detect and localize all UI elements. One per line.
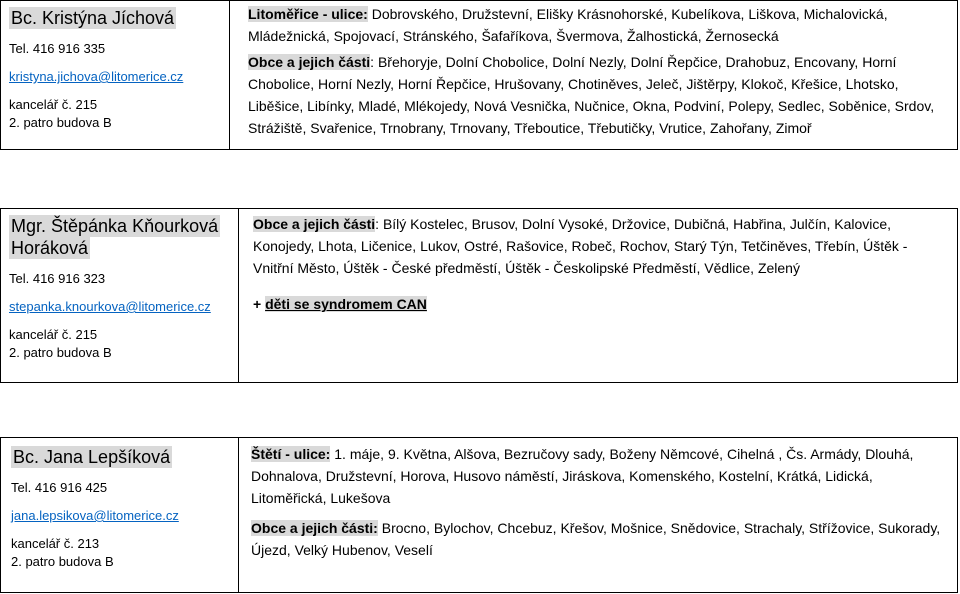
coverage-area-2 — [239, 209, 957, 382]
areas-label: Obce a jejich části — [253, 216, 376, 232]
contact-card-3 — [1, 438, 239, 592]
contact-phone: Tel. 416 916 323 — [9, 271, 106, 286]
contact-phone: Tel. 416 916 425 — [11, 480, 108, 495]
streets-paragraph — [248, 3, 941, 47]
streets-paragraph — [251, 443, 941, 509]
contact-card-1 — [1, 1, 230, 149]
contact-floor: 2. patro budova B — [9, 345, 112, 360]
streets-label: Litoměřice - ulice: — [248, 6, 368, 22]
coverage-area-3 — [239, 438, 957, 592]
contact-office: kancelář č. 215 — [9, 327, 98, 342]
contact-name-line2: Horáková — [11, 238, 89, 258]
contact-office: kancelář č. 213 — [11, 536, 100, 551]
contact-block-1 — [0, 0, 958, 150]
coverage-area-1 — [230, 1, 957, 149]
contact-name: Bc. Jana Lepšíková — [13, 447, 171, 467]
areas-list: : Bílý Kostelec, Brusov, Dolní Vysoké, Držovice, Dubičná, Habřina, Julčín, Kalovice, Konojedy, Lhota, Ličenice, Lukov, Ostré, Rašovice, Robeč, Rochov, Starý Týn, Tetčiněves, Třebín, Úštěk - Vnitřní Město, Úštěk - České předměstí, Úštěk - Českolipské Předměstí, Vědlice, Zelený — [253, 216, 908, 276]
contact-phone: Tel. 416 916 335 — [9, 41, 106, 56]
contact-name: Bc. Kristýna Jíchová — [11, 8, 175, 28]
extra-note — [253, 293, 941, 315]
areas-label: Obce a jejich části — [248, 54, 371, 70]
extra-prefix: + — [253, 296, 266, 312]
contact-name-line1: Mgr. Štěpánka Kňourková — [11, 216, 219, 236]
contact-block-2 — [0, 208, 958, 383]
areas-paragraph — [248, 51, 941, 139]
areas-label: Obce a jejich části: — [251, 520, 378, 536]
contact-office: kancelář č. 215 — [9, 97, 98, 112]
streets-label: Štětí - ulice: — [251, 446, 331, 462]
contact-card-2 — [1, 209, 239, 382]
contact-floor: 2. patro budova B — [11, 554, 114, 569]
contact-block-3 — [0, 437, 958, 593]
contact-email-link[interactable]: stepanka.knourkova@litomerice.cz — [9, 299, 211, 314]
contact-email-link[interactable]: jana.lepsikova@litomerice.cz — [11, 508, 179, 523]
streets-list: 1. máje, 9. Května, Alšova, Bezručovy sady, Boženy Němcové, Cihelná , Čs. Armády, Dlouhá, Dohnalova, Družstevní, Horova, Husovo náměstí, Jiráskova, Komenského, Kostelní, Krátká, Lidická, Litoměřická, Lukešova — [251, 446, 914, 506]
contact-email-link[interactable]: kristyna.jichova@litomerice.cz — [9, 69, 184, 84]
streets-list: Dobrovského, Družstevní, Elišky Krásnohorské, Kubelíkova, Liškova, Michalovická, Mládežnická, Spojovací, Stránského, Šafaříkova, Švermova, Žalhostická, Žernosecká — [248, 6, 888, 44]
areas-paragraph — [253, 213, 941, 279]
areas-list: : Břehoryje, Dolní Chobolice, Dolní Nezly, Dolní Řepčice, Drahobuz, Encovany, Horní Chobolice, Horní Nezly, Horní Řepčice, Hrušovany, Chotiněves, Jeleč, Jištěrpy, Klokoč, Křešice, Lhotsko, Liběšice, Libínky, Mladé, Mlékojedy, Nová Vesnička, Nučnice, Okna, Podviní, Polepy, Sedlec, Soběnice, Srdov, Strážiště, Svařenice, Trnobrany, Trnovany, Třeboutice, Třebutičky, Vrutice, Zahořany, Zimoř — [248, 54, 935, 136]
areas-paragraph — [251, 517, 941, 561]
contact-floor: 2. patro budova B — [9, 115, 112, 130]
areas-list: Brocno, Bylochov, Chcebuz, Křešov, Mošnice, Snědovice, Strachaly, Střížovice, Sukorady, Újezd, Velký Hubenov, Veselí — [251, 520, 941, 558]
extra-note-text: děti se syndromem CAN — [265, 296, 427, 312]
